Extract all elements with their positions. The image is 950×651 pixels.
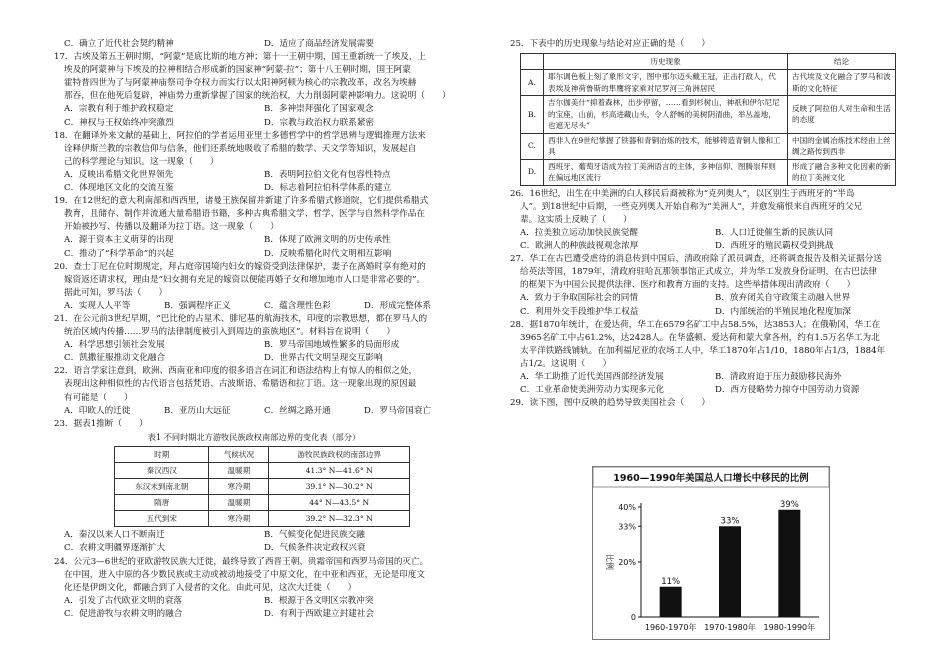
table-row: [115, 511, 410, 527]
table-header-cell: 历史现象: [544, 54, 788, 70]
question-21: [54, 313, 464, 339]
question-24-line: 化还是伊朗文化，都融合到了入侵者的文化。由此可见，这次大迁徙（ ）: [64, 582, 357, 593]
answer-option[interactable]: A．秦汉以来人口不断南迁: [64, 530, 165, 541]
answer-option[interactable]: A．印欧人的迁徙: [64, 405, 131, 416]
table-cell: 温暖期: [209, 463, 269, 479]
answer-option[interactable]: D．有利于西欧建立封建社会: [264, 608, 375, 619]
table-header-cell: 气候状况: [209, 446, 269, 462]
question-28-line: 占1/2。这说明（ ）: [520, 358, 612, 369]
question-17: [54, 51, 464, 103]
table-header-cell: [521, 54, 544, 70]
answer-option[interactable]: C．丝绸之路开通: [264, 405, 331, 416]
table-cell: 秦汉西汉: [115, 463, 209, 479]
table-row: [521, 133, 896, 159]
answer-option[interactable]: B．亚历山大远征: [164, 405, 231, 416]
question-20-line: 据此可知，罗马法（ ）: [64, 287, 168, 298]
x-tick-label: 1960-1970年: [644, 623, 697, 632]
chart-title: 1960—1990年美国总人口增长中移民的比例: [613, 473, 809, 484]
table-cell: 中国的金属冶炼技术经由上丝绸之路传到西非: [788, 133, 896, 159]
table-cell: 东汉末到南北朝: [115, 479, 209, 495]
table-header-cell: 结论: [788, 54, 896, 70]
q18-options: [54, 169, 464, 195]
answer-option[interactable]: B．清政府迫于压力鼓励移民海外: [715, 372, 842, 382]
answer-option[interactable]: C．欧洲人的种族歧视观念浓厚: [520, 241, 639, 252]
answer-option[interactable]: C．推动了“科学革命”的兴起: [64, 248, 174, 259]
question-28-line: 太平洋铁路线铺轨。在加利福尼亚的农场工人中，华工1870年占1/10，1880年占1/3，1884年: [520, 345, 886, 356]
question-26-line: 人”。到18世纪中后期，一些克列奥人开始自称为“美洲人”，并愈发痛恨来自西班牙的父兄: [520, 201, 863, 212]
table-caption: 表1 不同时期北方游牧民族政权南部边界的变化表（部分）: [147, 431, 361, 442]
table-cell: 隋唐: [115, 495, 209, 511]
question-19-line: 19．在12世纪的意大利南部和西西里，诸曼王族保留并新建了许多希腊式修道院，它们提供希腊式: [54, 196, 429, 207]
immigration-chart: [592, 466, 830, 640]
question-24-line: 在中国，进入中原的各少数民族或主动或被动地接受了中原文化，在中亚和西亚，无论是印度文: [64, 569, 425, 580]
q26-options: [510, 227, 910, 253]
q28-options: [510, 371, 910, 397]
answer-option[interactable]: B．根源于各文明区宗教冲突: [264, 595, 374, 606]
question-17-line: 霍特普四世为了与阿蒙神庙祭司争夺权力而实行以太阳神阿顿为核心的宗教改革，改名为埃赫: [64, 78, 417, 89]
table-cell: 寒冷期: [209, 511, 269, 527]
table-cell: 温暖期: [209, 495, 269, 511]
answer-option[interactable]: C．蕴含理性色彩: [264, 300, 331, 311]
answer-option[interactable]: B．罗马帝国地域性繁多的局面形成: [264, 340, 400, 351]
question-23: 23．据表1推断（ ）: [54, 418, 148, 429]
row-label: D.: [521, 159, 544, 185]
question-26: [510, 188, 910, 227]
answer-option[interactable]: D．世界古代文明呈现交互影响: [264, 353, 383, 364]
question-25: 25．下表中的历史现象与结论对应正确的是（ ）: [510, 39, 710, 49]
question-21-line: 21．在公元前3世纪早期，“巴比伦的占星术、腓尼基的航海技术，印度的宗教思想，都在罗马人的: [54, 313, 428, 324]
row-label: C.: [521, 133, 544, 159]
question-22-line: 22．语言学家注意到，欧洲、西南亚和印度的很多语言在词汇和语法结构上有惊人的相似之处，: [54, 366, 418, 377]
answer-option[interactable]: D．西方侵略势力掠夺中国劳动力资源: [715, 385, 860, 396]
table-row: [521, 96, 896, 134]
table-cell: 寒冷期: [209, 479, 269, 495]
question-24: [54, 556, 464, 595]
q16-option-d[interactable]: D．适应了商品经济发展需要: [264, 39, 375, 49]
question-28-line: 3965名矿工中占61.2%，达2428人。在华盛顿、爱达荷和蒙大拿各州，约有1.5万名华工为北: [520, 332, 880, 343]
q17-options: [54, 103, 464, 129]
question-19-line: 开始被抄写、传播以及翻译为拉丁语。这一现象（ ）: [64, 222, 279, 233]
table-row: [521, 159, 896, 185]
table-header-cell: 时期: [115, 446, 209, 462]
answer-option[interactable]: B．人口迁徙催生新的民族认同: [715, 227, 834, 238]
question-20-line: 嫁资返还请求权，理由是“妇女拥有充足的嫁资以便能再婚子女和增加地市人口是非常必要的”。: [64, 274, 426, 285]
answer-option[interactable]: C．凯撒征服推动文化融合: [64, 353, 166, 364]
answer-option[interactable]: D．西班牙的殖民霸权受到挑战: [715, 241, 834, 252]
table-cell: 耶尔调色板上刻了象形文字，图中那尔迈头戴王冠，正击打敌人，代表埃及神荷鲁斯的隼鹰将家乘对尼罗河三角洲居民: [544, 70, 788, 96]
question-22: [54, 365, 464, 404]
table-header-cell: 游牧民族政权的南部边界: [269, 446, 410, 462]
question-17-line: 那吞，但在他死后复辟，神庙势力重新掌握了国家的统治权，大力削弱阿蒙神影响力。这说明（ ）: [64, 91, 451, 102]
chart-svg: [593, 467, 829, 639]
table-cell: 44° N—43.5° N: [269, 495, 410, 511]
table-cell: 39.2° N—32.3° N: [269, 511, 410, 527]
question-28: [510, 319, 910, 371]
answer-option[interactable]: A．反映出希腊文化世界领先: [64, 169, 174, 180]
question-18: [54, 130, 464, 169]
answer-option[interactable]: C．利用外交手段维护华工权益: [520, 306, 639, 317]
question-17-line: 17．古埃及第五王朝时期，“阿蒙”是底比斯的地方神；第十一王朝中期，国王重新统一了埃及，上: [54, 52, 427, 63]
answer-option[interactable]: A．致力于争取国际社会的同情: [520, 293, 638, 304]
answer-option[interactable]: C．促进游牧与农耕文明的融合: [64, 608, 183, 619]
q22-options: [54, 405, 464, 418]
question-28-line: 28．据1870年统计，在爱达荷，华工在6579名矿工中占58.5%，达3853人；在俄勒冈，华工在: [510, 319, 881, 330]
question-24-line: 24．公元3—6世纪的亚欧游牧民族大迁徙，最终导致了西晋王朝、贵霜帝国和西罗马帝国的灭亡。: [54, 556, 429, 567]
answer-option[interactable]: D．内部统治的半殖民地化程度加深: [715, 306, 851, 317]
table-cell: 41.3° N—41.6° N: [269, 463, 410, 479]
question-18-line: 诠释伊斯兰教的宗教信仰与信条，他们还系统地吸收了希腊的数学、天文学等知识，发展起自: [64, 143, 417, 154]
q23-options: [54, 529, 464, 555]
question-26-line: 辈。这实质上反映了（ ）: [520, 214, 632, 225]
y-tick-label: 33%: [618, 522, 636, 532]
question-19-line: 教育，且储存、制作并流通大量希腊语书籍，多种古典希腊文学、哲学、医学与自然科学作品在: [64, 209, 425, 220]
q27-options: [510, 292, 910, 318]
question-20: [54, 261, 464, 300]
answer-option[interactable]: D．形成完整体系: [364, 300, 432, 311]
q24-options: [54, 595, 464, 621]
table-cell: 吉尔伽美什“抑着森林，出步停留，……看到杉树山，神祇和伊尔尼尼的宝座，山前，杉高进藏山头，令人舒畅的美树阴清曲，举丛盖地，也遮无尽头”: [544, 96, 788, 134]
x-tick-label: 1970-1980年: [704, 623, 756, 632]
x-tick-label: 1980-1990年: [763, 623, 816, 632]
q16-options: [54, 38, 464, 51]
table-row: [115, 479, 410, 495]
answer-option[interactable]: D．气候条件决定政权兴衰: [264, 543, 366, 554]
table-row: [115, 495, 410, 511]
answer-option[interactable]: A．华工助推了近代美国西部经济发展: [520, 372, 664, 382]
answer-option[interactable]: A．引发了古代欧亚文明的衰落: [64, 595, 182, 606]
answer-option[interactable]: D．罗马帝国衰亡: [364, 405, 432, 416]
right-column: [510, 38, 910, 410]
table-row: [521, 70, 896, 96]
question-17-line: 埃及的阿蒙神与下埃及的拉神相结合形成新的国家神“阿蒙-拉”；第十八王朝时期，国王阿蒙: [64, 65, 411, 76]
table-cell: 西非人在9世纪掌握了铁器和青铜冶炼的技术，能够铸造青铜人像和工具: [544, 133, 788, 159]
answer-option[interactable]: A．宗教有利于维护政权稳定: [64, 104, 174, 115]
answer-option[interactable]: A．科学思想引领社会发展: [64, 340, 165, 351]
question-21-line: 统治区域内传播……罗马的法律制度被引入到周边的蛮族地区”。材料旨在说明（ ）: [64, 327, 395, 338]
question-18-line: 18．在翻译外来文献的基础上，阿拉伯的学者运用亚里士多德哲学中的哲学思辨与逻辑推理方法来: [54, 130, 426, 141]
question-27-line: 27．华工在古巴遭受虐待的消息传到中国后，清政府除了派员调查，还将调查报告及相关证据分送: [510, 254, 882, 265]
table-row: [115, 463, 410, 479]
answer-option[interactable]: B．表明阿拉伯文化有包容性特点: [264, 169, 391, 180]
answer-option[interactable]: C．农耕文明疆界逐渐扩大: [64, 543, 166, 554]
y-axis-label: 比例: [605, 554, 614, 570]
answer-option[interactable]: C．工业革命使美洲劳动力实现多元化: [520, 385, 665, 396]
question-27-line: 给英法等国，1879年，清政府驻哈瓦那领事馆正式成立，并为华工发放身份证明，在古巴法律: [520, 267, 878, 278]
q19-options: [54, 234, 464, 260]
answer-option[interactable]: A．拉美独立运动加快民族觉醒: [520, 227, 638, 238]
row-label: B.: [521, 96, 544, 134]
answer-option[interactable]: A．源于资本主义萌芽的出现: [64, 235, 174, 246]
question-26-line: 26．16世纪，出生在中美洲的白人移民后裔被称为“克列奥人”，以区别生于西班牙的“半岛: [510, 188, 855, 199]
answer-option[interactable]: D．标志着阿拉伯科学体系的建立: [264, 183, 392, 194]
left-column: [54, 38, 464, 621]
row-label: A.: [521, 70, 544, 96]
answer-option[interactable]: B．多神崇拜强化了国家观念: [264, 104, 374, 115]
bar-value-label: 11%: [661, 576, 681, 587]
question-22-line: 表现出这种相似性的古代语言包括梵语、古波斯语、希腊语和拉丁语。这一现象出现的原因最: [64, 379, 417, 390]
answer-option[interactable]: B．气候变化促进民族交融: [264, 530, 365, 541]
answer-option[interactable]: D．反映希腊化时代文明相互影响: [264, 248, 392, 259]
bar: [719, 526, 741, 617]
table-cell: 反映了阿拉伯人对生命和生活的态度: [788, 96, 896, 134]
answer-option[interactable]: A．实现人人平等: [64, 300, 131, 311]
q16-option-c[interactable]: C．确立了近代社会契约精神: [64, 39, 174, 49]
table-cell: 西班牙、葡萄牙语成为拉丁美洲语言的主体，多神信仰、图腾崇拜则在偏远地区流行: [544, 159, 788, 185]
answer-option[interactable]: C．神权与王权始终冲突激烈: [64, 117, 174, 128]
answer-option[interactable]: B．强调程序正义: [164, 300, 231, 311]
bar-value-label: 33%: [720, 516, 740, 527]
answer-option[interactable]: B．体现了欧洲文明的历史传承性: [264, 235, 391, 246]
answer-option[interactable]: C．体现地区文化的交流互鉴: [64, 183, 174, 194]
question-18-line: 己的科学理论与知识。这一现象（ ）: [64, 156, 219, 167]
question-27-line: 的框架下为中国公民提供法律、医疗和教育方面的支持。这些举措体现出清政府（ ）: [520, 280, 856, 291]
border-table: [114, 446, 410, 527]
question-19: [54, 195, 464, 234]
table-cell: 形成了融合多种文化因素的新的拉丁美洲文化: [788, 159, 896, 185]
question-20-line: 20．查士丁尼在位时期规定，拜占庭帝国境内妇女的嫁资受到法律保护，妻子在离婚时享有绝对的: [54, 261, 426, 272]
bar: [660, 587, 682, 617]
y-tick-label: 20%: [618, 558, 636, 567]
answer-option[interactable]: B．放弃闭关自守政策主动融入世界: [715, 293, 851, 304]
answer-option[interactable]: D．宗教与政治权力联系紧密: [264, 117, 375, 128]
y-tick-label: 0: [630, 613, 636, 622]
history-table: [520, 53, 896, 186]
y-tick-label: 40%: [618, 503, 636, 512]
bar-value-label: 39%: [779, 499, 799, 510]
bar: [778, 510, 800, 617]
table-cell: 39.1° N—30.2° N: [269, 479, 410, 495]
table-cell: 五代到宋: [115, 511, 209, 527]
question-29: 29．读下图，图中反映的趋势导致美国社会（ ）: [510, 398, 710, 409]
question-22-line: 有可能是（ ）: [64, 392, 133, 403]
q21-options: [54, 339, 464, 365]
table-cell: 古代埃及文化融合了罗马和波斯的文化特征: [788, 70, 896, 96]
question-27: [510, 253, 910, 292]
q20-options: [54, 300, 464, 313]
